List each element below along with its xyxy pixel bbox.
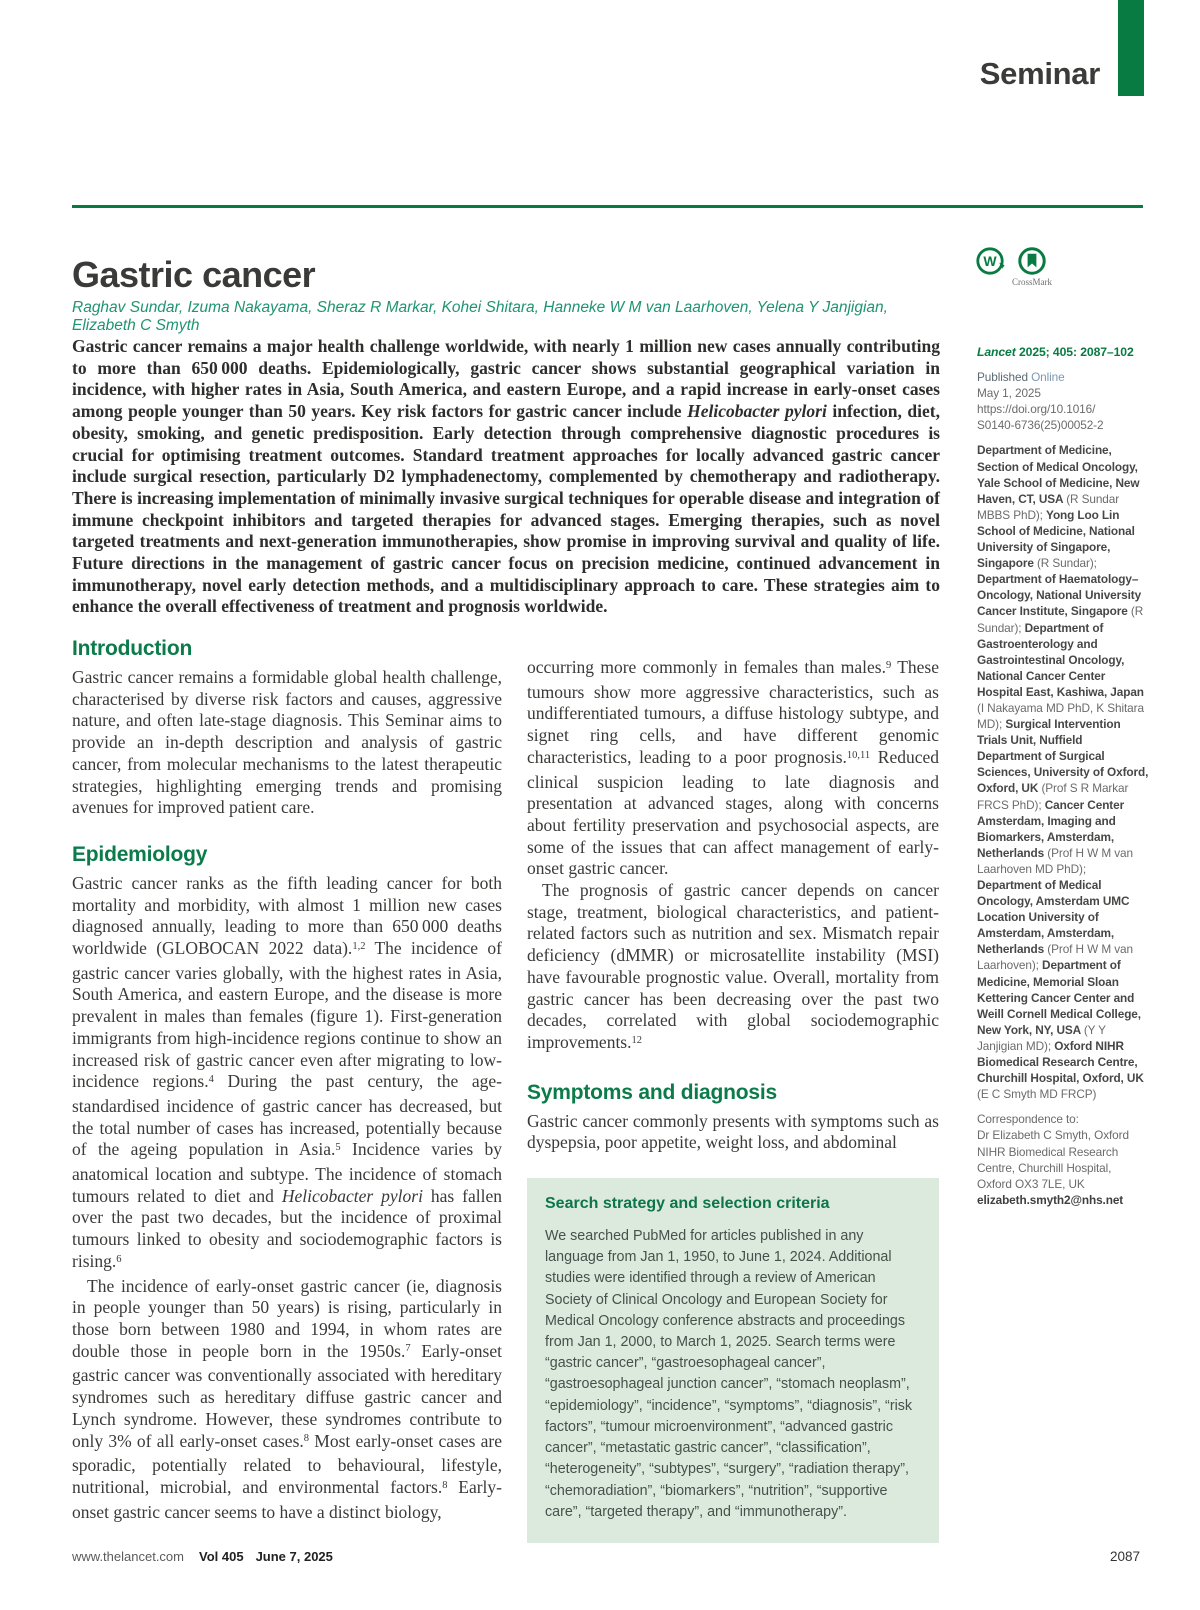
page-footer xyxy=(72,1549,1140,1564)
footer-volume: Vol 405 xyxy=(199,1549,244,1564)
published-online-line: Published Online xyxy=(977,370,1065,385)
authors-line: Raghav Sundar, Izuma Nakayama, Sheraz R Markar, Kohei Shitara, Hanneke W M van Laarhoven, Yelena Y Janjigian, Elizabeth C Smyth xyxy=(72,299,888,334)
body-column-left xyxy=(72,637,502,1523)
crossmark-cell[interactable] xyxy=(1012,246,1052,287)
kicker-green-bar xyxy=(1118,0,1144,96)
panel-body: We searched PubMed for articles published in any language from Jan 1, 1950, to June 1, 2024. Additional studies were identified through a review of American Society of Clinical Oncology and European Society for Medical Oncology conference abstracts and proceedings from Jan 1, 2000, to March 1, 2025. Search terms were “gastric cancer”, “gastroesophageal cancer”, “gastroesophageal junction cancer”, “stomach neoplasm”, “epidemiology”, “incidence”, “symptoms”, “diagnosis”, “risk factors”, “tumour microenvironment”, “advanced gastric cancer”, “metastatic gastric cancer”, “classification”, “heterogeneity”, “subtypes”, “surgery”, “radiation therapy”, “chemoradiation”, “biomarkers”, “nutrition”, “supportive care”, “targeted therapy”, and “immunotherapy”. xyxy=(545,1228,913,1520)
epidemiology-paragraph-1: Gastric cancer ranks as the fifth leading cancer for both mortality and morbidity, with almost 1 million new cases diagnosed annually, leading to more than 650 000 deaths worldwide (GLOBOCAN 2022 data).$^{1,2}$ The incidence of gastric cancer varies globally, with the highest rates in Asia, South America, and eastern Europe, and the disease is more prevalent in males than females (figure 1). First-generation immigrants from high-incidence regions continue to show an increased risk of gastric cancer even after migrating to low-incidence regions.$^4$ During the past century, the age-standardised incidence of gastric cancer has decreased, but the total number of cases has increased, potentially because of the ageing population in Asia.$^5$ Incidence varies by anatomical location and subtype. The incidence of stomach tumours related to diet and Helicobacter pylori has fallen over the past two decades, but the incidence of proximal tumours linked to obesity and sociodemographic factors is rising.$^6$ xyxy=(72,872,503,1271)
correspondence-email[interactable]: elizabeth.smyth2@nhs.net xyxy=(977,1192,1124,1207)
footer-date: June 7, 2025 xyxy=(255,1549,333,1564)
panel-title: Search strategy and selection criteria xyxy=(545,1195,830,1213)
citation-line: Lancet 2025; 405: 2087–102 xyxy=(977,345,1134,359)
header-rule xyxy=(72,205,1143,208)
section-heading-epidemiology: Epidemiology xyxy=(72,842,208,866)
correspondence-label: Correspondence to: xyxy=(977,1112,1079,1127)
publication-info xyxy=(977,369,1149,433)
doi-link-line1[interactable]: https://doi.org/10.1016/ xyxy=(977,402,1096,417)
crossmark-label: CrossMark xyxy=(1012,277,1052,287)
crossmark-icon[interactable] xyxy=(1017,246,1047,276)
doi-link-line2[interactable]: S0140-6736(25)00052-2 xyxy=(977,418,1104,433)
margin-column xyxy=(977,344,1149,1208)
correspondence-address: Dr Elizabeth C Smyth, Oxford NIHR Biomedical Research Centre, Churchill Hospital, Oxford OX3 7LE, UK xyxy=(977,1128,1129,1191)
page-number: 2087 xyxy=(1109,1549,1140,1564)
header-logos xyxy=(975,246,1052,287)
symptoms-paragraph: Gastric cancer commonly presents with symptoms such as dyspepsia, poor appetite, weight loss, and abdominal xyxy=(527,1110,939,1153)
abstract-paragraph: Gastric cancer remains a major health challenge worldwide, with nearly 1 million new cases annually contributing to more than 650 000 deaths. Epidemiologically, gastric cancer shows substantial geographical variation in incidence, with higher rates in Asia, South America, and eastern Europe, and a rapid increase in early-onset cases among people younger than 50 years. Key risk factors for gastric cancer include Helicobacter pylori infection, diet, obesity, smoking, and genetic predisposition. Early detection through comprehensive diagnostic procedures is crucial for optimising treatment outcomes. Standard treatment approaches for locally advanced gastric cancer include surgical resection, particularly D2 lymphadenectomy, complemented by chemotherapy and radiotherapy. There is increasing implementation of minimally invasive surgical techniques for operable disease and integration of immune checkpoint inhibitors and targeted therapies for advanced stages. Emerging therapies, such as novel targeted treatments and next-generation immunotherapies, show promise in improving survival and quality of life. Future directions in the management of gastric cancer focus on precision medicine, continued advancement in immunotherapy, novel early detection methods, and a multidisciplinary approach to care. These strategies aim to enhance the overall effectiveness of treatment and prognosis worldwide. xyxy=(72,336,940,617)
footer-site[interactable]: www.thelancet.com xyxy=(72,1549,184,1564)
section-heading-introduction: Introduction xyxy=(72,637,193,660)
svg-text:W: W xyxy=(983,253,997,269)
epidemiology-paragraph-2: The incidence of early-onset gastric cancer (ie, diagnosis in people younger than 50 years) is rising, particularly in those born between 1980 and 1994, in whom rates are double those in people born in the 1950s.$^7$ Early-onset gastric cancer was conventionally associated with hereditary syndromes such as hereditary diffuse gastric cancer and Lynch syndrome. However, these syndromes contribute to only 3% of all early-onset cases.$^8$ Most early-onset cases are sporadic, potentially related to behavioural, lifestyle, nutritional, microbial, and environmental factors.$^8$ Early-onset gastric cancer seems to have a distinct biology, xyxy=(72,1275,502,1522)
continued-paragraph-1: occurring more commonly in females than males.$^9$ These tumours show more aggressive characteristics, such as undifferentiated tumours, a diffuse histology subtype, and signet ring cells, and have different genomic characteristics, leading to a poor prognosis.$^{10,11}$ Reduced clinical suspicion leading to late diagnosis and presentation at advanced stages, along with concerns about fertility preservation and psychosocial aspects, are some of the issues that can affect management of early-onset gastric cancer. xyxy=(527,657,939,879)
lancet-w-icon xyxy=(975,246,1005,277)
section-kicker: Seminar xyxy=(979,56,1100,91)
body-column-right xyxy=(527,637,939,1543)
correspondence-block xyxy=(977,1111,1149,1208)
published-date: May 1, 2025 xyxy=(977,386,1041,401)
search-strategy-panel xyxy=(527,1178,939,1543)
continued-paragraph-2: The prognosis of gastric cancer depends on cancer stage, treatment, biological characteristics, and patient-related factors such as nutrition and sex. Mismatch repair deficiency (dMMR) or microsatellite instability (MSI) have favourable prognostic value. Overall, mortality from gastric cancer has been decreasing over the past two decades, correlated with global sociodemographic improvements.$^{12}$ xyxy=(527,880,939,1052)
page-title: Gastric cancer xyxy=(72,254,316,296)
lancet-w-logo-cell xyxy=(975,246,1005,287)
introduction-paragraph: Gastric cancer remains a formidable global health challenge, characterised by diverse risk factors and causes, aggressive nature, and often late-stage diagnosis. This Seminar aims to provide an in-depth description and analysis of gastric cancer, from molecular mechanisms to the latest therapeutic strategies, highlighting emerging trends and promising avenues for improved patient care. xyxy=(72,667,502,818)
section-heading-symptoms: Symptoms and diagnosis xyxy=(527,1080,777,1104)
affiliations-block: Department of Medicine, Section of Medical Oncology, Yale School of Medicine, New Haven, CT, USA (R Sundar MBBS PhD); Yong Loo Lin School of Medicine, National University of Singapore, Singapore (R Sundar); Department of Haematology–Oncology, National University Cancer Institute, Singapore (R Sundar); Department of Gastroenterology and Gastrointestinal Oncology, National Cancer Center Hospital East, Kashiwa, Japan (I Nakayama MD PhD, K Shitara MD); Surgical Intervention Trials Unit, Nuffield Department of Surgical Sciences, University of Oxford, Oxford, UK (Prof S R Markar FRCS PhD); Cancer Center Amsterdam, Imaging and Biomarkers, Amsterdam, Netherlands (Prof H W M van Laarhoven MD PhD); Department of Medical Oncology, Amsterdam UMC Location University of Amsterdam, Amsterdam, Netherlands (Prof H W M van Laarhoven); Department of Medicine, Memorial Sloan Kettering Cancer Center and Weill Cornell Medical College, New York, NY, USA (Y Y Janjigian MD); Oxford NIHR Biomedical Research Centre, Churchill Hospital, Oxford, UK (E C Smyth MD FRCP) xyxy=(977,443,1149,1102)
